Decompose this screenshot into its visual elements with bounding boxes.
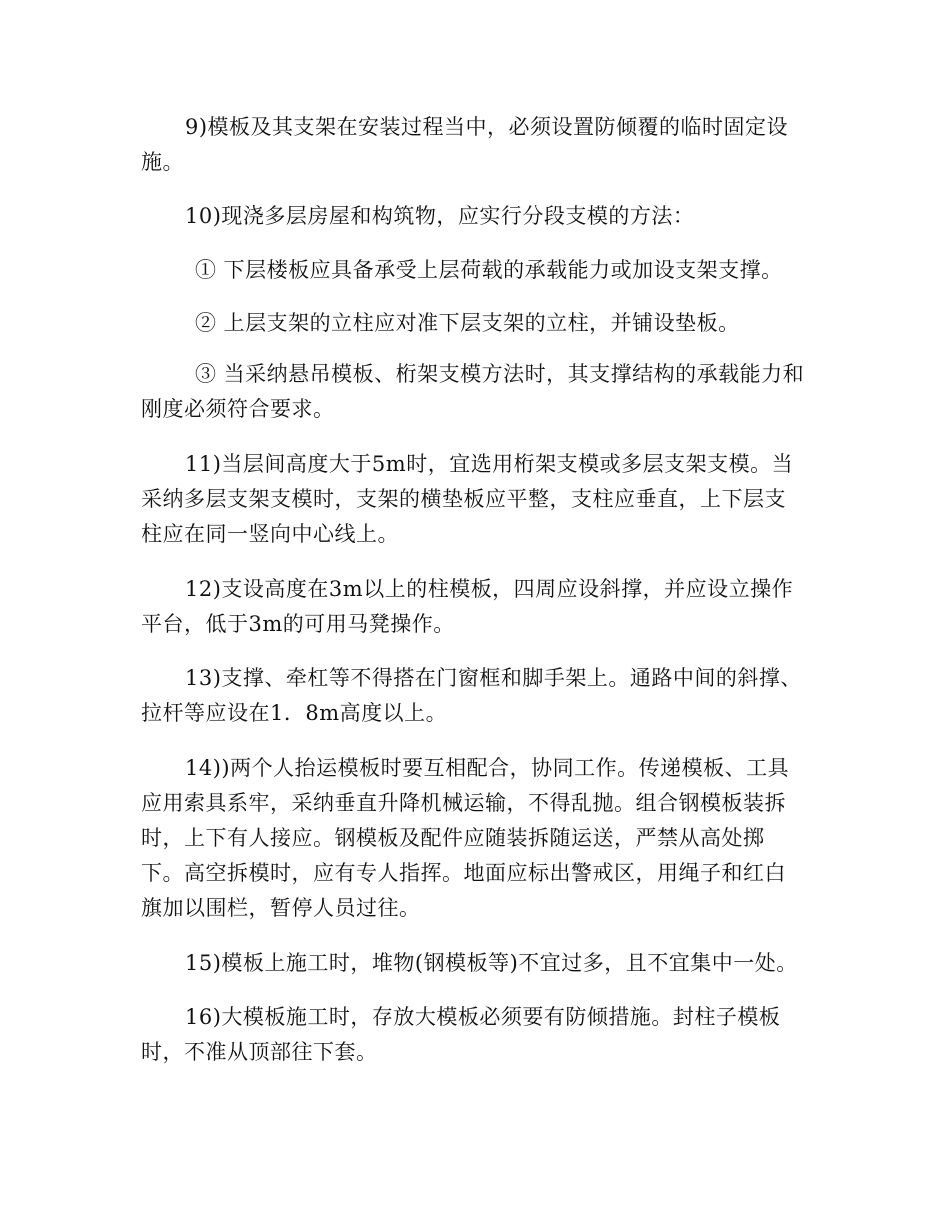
paragraph-line: 时，不准从顶部往下套。 xyxy=(141,1040,378,1064)
paragraph-line: 时，上下有人接应。钢模板及配件应随装拆随运送，严禁从高处掷 xyxy=(141,826,765,850)
paragraph-line: 平台，低于3m的可用马凳操作。 xyxy=(141,612,455,636)
paragraph-11 xyxy=(141,447,821,552)
paragraph-line: ① 下层楼板应具备承受上层荷载的承载能力或加设支架支撑。 xyxy=(195,258,783,282)
paragraph-13 xyxy=(141,661,821,731)
paragraph-line: 14))两个人抬运模板时要互相配合，协同工作。传递模板、工具 xyxy=(185,756,790,780)
paragraph-line: 刚度必须符合要求。 xyxy=(141,397,335,421)
paragraph-10-item-3 xyxy=(141,357,821,427)
paragraph-10-item-2 xyxy=(141,306,821,341)
paragraph-line: 13)支撑、牵杠等不得搭在门窗框和脚手架上。通路中间的斜撑、 xyxy=(185,666,802,690)
paragraph-line: 11)当层间高度大于5m时，宜选用桁架支模或多层支架支模。当 xyxy=(185,452,794,476)
paragraph-line: 应用索具系牢，采纳垂直升降机械运输，不得乱抛。组合钢模板装拆 xyxy=(141,791,786,815)
paragraph-line: 15)模板上施工时，堆物(钢模板等)不宜过多，且不宜集中一处。 xyxy=(185,951,798,975)
paragraph-line: 16)大模板施工时，存放大模板必须要有防倾措施。封柱子模板 xyxy=(185,1005,781,1029)
paragraph-line: ③ 当采纳悬吊模板、桁架支模方法时，其支撑结构的承载能力和 xyxy=(195,362,805,386)
paragraph-10-item-1 xyxy=(141,253,821,288)
paragraph-line: 下。高空拆模时，应有专人指挥。地面应标出警戒区，用绳子和红白 xyxy=(141,861,786,885)
paragraph-line: 9)模板及其支架在安装过程当中，必须设置防倾覆的临时固定设 xyxy=(185,115,789,139)
paragraph-line: 施。 xyxy=(141,150,184,174)
paragraph-9 xyxy=(141,110,821,180)
paragraph-10 xyxy=(141,199,821,234)
paragraph-14 xyxy=(141,751,821,926)
paragraph-line: 旗加以围栏，暂停人员过往。 xyxy=(141,896,421,920)
paragraph-line: 10)现浇多层房屋和构筑物，应实行分段支模的方法： xyxy=(185,204,695,228)
paragraph-15 xyxy=(141,946,821,981)
paragraph-12 xyxy=(141,572,821,642)
paragraph-16 xyxy=(141,1000,821,1070)
paragraph-line: ② 上层支架的立柱应对准下层支架的立柱，并铺设垫板。 xyxy=(195,311,740,335)
paragraph-line: 12)支设高度在3m以上的柱模板，四周应设斜撑，并应设立操作 xyxy=(185,577,794,601)
paragraph-line: 柱应在同一竖向中心线上。 xyxy=(141,522,399,546)
paragraph-line: 采纳多层支架支模时，支架的横垫板应平整，支柱应垂直，上下层支 xyxy=(141,487,786,511)
paragraph-line: 拉杆等应设在1．8m高度以上。 xyxy=(141,701,448,725)
